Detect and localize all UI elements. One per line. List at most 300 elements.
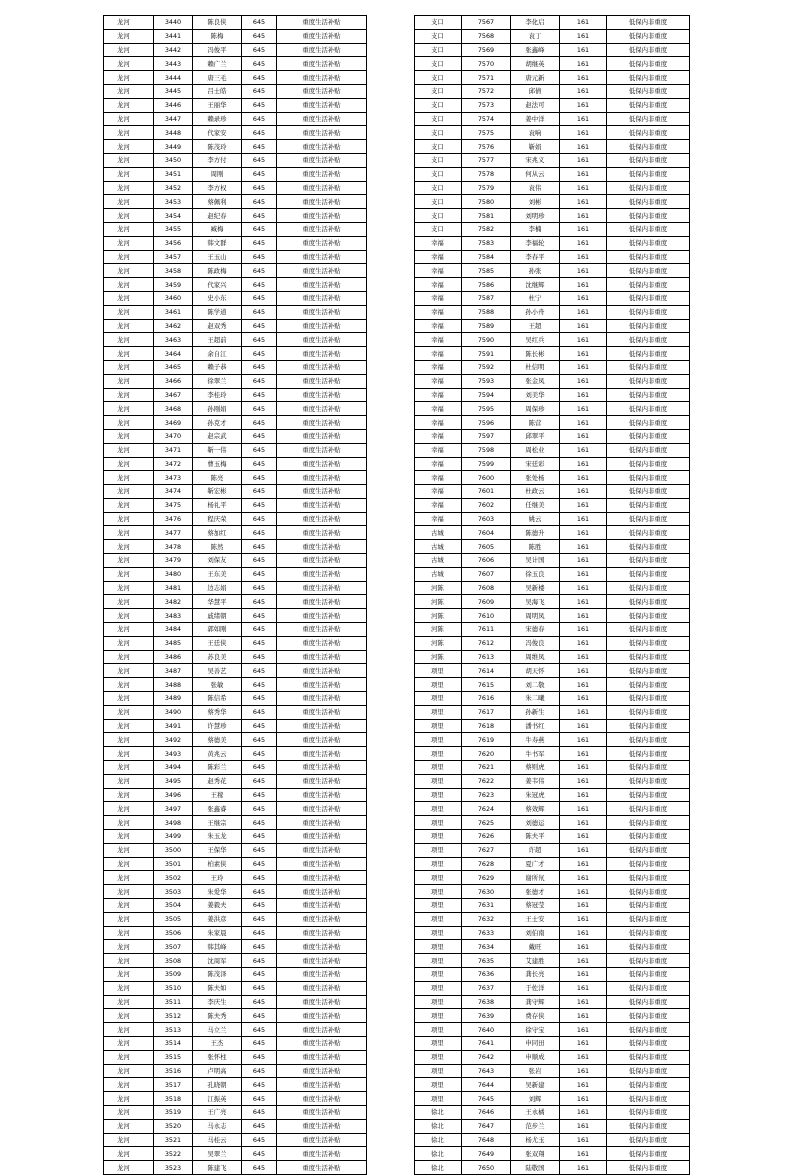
subsidy-type-cell: 重度生活补贴 [277, 1009, 367, 1023]
table-row [415, 333, 690, 347]
table-row [415, 16, 690, 30]
amount-cell: 161 [560, 733, 607, 747]
town-cell: 龙河 [104, 1023, 154, 1037]
amount-cell: 645 [242, 747, 277, 761]
town-cell: 龙河 [104, 912, 154, 926]
amount-cell: 645 [242, 899, 277, 913]
town-cell: 项里 [415, 843, 462, 857]
name-cell: 姜洪彦 [193, 912, 242, 926]
amount-cell: 645 [242, 319, 277, 333]
name-cell: 宋廷彩 [511, 457, 560, 471]
name-cell: 吴红兵 [511, 333, 560, 347]
amount-cell: 161 [560, 457, 607, 471]
name-cell: 姜韦伟 [511, 774, 560, 788]
amount-cell: 645 [242, 843, 277, 857]
table-row [104, 1036, 367, 1050]
serial-number-cell: 7632 [462, 912, 511, 926]
town-cell: 幸福 [415, 374, 462, 388]
serial-number-cell: 7634 [462, 940, 511, 954]
town-cell: 幸福 [415, 250, 462, 264]
town-cell: 河陈 [415, 581, 462, 595]
town-cell: 龙河 [104, 167, 154, 181]
serial-number-cell: 7644 [462, 1078, 511, 1092]
serial-number-cell: 7620 [462, 747, 511, 761]
town-cell: 龙河 [104, 57, 154, 71]
table-row [104, 16, 367, 30]
serial-number-cell: 7603 [462, 512, 511, 526]
amount-cell: 161 [560, 388, 607, 402]
subsidy-type-cell: 重度生活补贴 [277, 305, 367, 319]
town-cell: 龙河 [104, 1119, 154, 1133]
name-cell: 赵纪春 [193, 209, 242, 223]
name-cell: 朱冠虎 [511, 788, 560, 802]
name-cell: 马桂云 [193, 1133, 242, 1147]
town-cell: 龙河 [104, 153, 154, 167]
subsidy-type-cell: 重度生活补贴 [277, 678, 367, 692]
name-cell: 代家兴 [193, 278, 242, 292]
town-cell: 项里 [415, 871, 462, 885]
table-row [415, 1023, 690, 1037]
serial-number-cell: 7570 [462, 57, 511, 71]
amount-cell: 161 [560, 374, 607, 388]
serial-number-cell: 3514 [154, 1036, 193, 1050]
amount-cell: 645 [242, 830, 277, 844]
table-row [415, 1147, 690, 1161]
amount-cell: 645 [242, 1105, 277, 1119]
subsidy-type-cell: 重度生活补贴 [277, 181, 367, 195]
table-row [104, 788, 367, 802]
town-cell: 河陈 [415, 650, 462, 664]
town-cell: 幸福 [415, 471, 462, 485]
table-row [415, 664, 690, 678]
subsidy-type-cell: 重度生活补贴 [277, 692, 367, 706]
subsidy-type-cell: 低保内非重度 [607, 1078, 690, 1092]
subsidy-type-cell: 低保内非重度 [607, 664, 690, 678]
subsidy-type-cell: 低保内非重度 [607, 967, 690, 981]
amount-cell: 161 [560, 912, 607, 926]
town-cell: 项里 [415, 885, 462, 899]
serial-number-cell: 3451 [154, 167, 193, 181]
serial-number-cell: 7568 [462, 29, 511, 43]
serial-number-cell: 3489 [154, 692, 193, 706]
town-cell: 项里 [415, 816, 462, 830]
table-row [104, 333, 367, 347]
name-cell: 刘德运 [511, 816, 560, 830]
amount-cell: 645 [242, 112, 277, 126]
amount-cell: 161 [560, 43, 607, 57]
subsidy-type-cell: 重度生活补贴 [277, 333, 367, 347]
amount-cell: 645 [242, 250, 277, 264]
serial-number-cell: 3500 [154, 843, 193, 857]
table-row [415, 540, 690, 554]
table-row [104, 126, 367, 140]
subsidy-type-cell: 低保内非重度 [607, 305, 690, 319]
amount-cell: 161 [560, 940, 607, 954]
subsidy-type-cell: 低保内非重度 [607, 16, 690, 30]
town-cell: 龙河 [104, 526, 154, 540]
serial-number-cell: 3461 [154, 305, 193, 319]
amount-cell: 645 [242, 761, 277, 775]
serial-number-cell: 7639 [462, 1009, 511, 1023]
name-cell: 唐元新 [511, 71, 560, 85]
name-cell: 张敏 [193, 678, 242, 692]
town-cell: 幸福 [415, 319, 462, 333]
name-cell: 王丽华 [193, 98, 242, 112]
serial-number-cell: 7626 [462, 830, 511, 844]
amount-cell: 645 [242, 1161, 277, 1175]
table-row [104, 940, 367, 954]
town-cell: 龙河 [104, 360, 154, 374]
serial-number-cell: 3468 [154, 402, 193, 416]
name-cell: 杨尤玉 [511, 1133, 560, 1147]
subsidy-type-cell: 低保内非重度 [607, 153, 690, 167]
name-cell: 王杰 [193, 1036, 242, 1050]
subsidy-type-cell: 重度生活补贴 [277, 443, 367, 457]
amount-cell: 645 [242, 623, 277, 637]
name-cell: 陈政梅 [193, 264, 242, 278]
town-cell: 幸福 [415, 347, 462, 361]
table-row [415, 526, 690, 540]
subsidy-type-cell: 重度生活补贴 [277, 29, 367, 43]
name-cell: 唐三毛 [193, 71, 242, 85]
subsidy-type-cell: 低保内非重度 [607, 416, 690, 430]
name-cell: 蔡冠莹 [511, 899, 560, 913]
name-cell: 孙克才 [193, 416, 242, 430]
amount-cell: 161 [560, 816, 607, 830]
amount-cell: 645 [242, 1036, 277, 1050]
serial-number-cell: 7578 [462, 167, 511, 181]
amount-cell: 161 [560, 747, 607, 761]
serial-number-cell: 7579 [462, 181, 511, 195]
amount-cell: 161 [560, 1050, 607, 1064]
town-cell: 龙河 [104, 429, 154, 443]
name-cell: 马永志 [193, 1119, 242, 1133]
table-row [104, 388, 367, 402]
town-cell: 龙河 [104, 967, 154, 981]
name-cell: 赵宗武 [193, 429, 242, 443]
amount-cell: 645 [242, 333, 277, 347]
town-cell: 幸福 [415, 278, 462, 292]
name-cell: 史小东 [193, 291, 242, 305]
serial-number-cell: 3473 [154, 471, 193, 485]
name-cell: 袁丁 [511, 29, 560, 43]
subsidy-type-cell: 低保内非重度 [607, 1133, 690, 1147]
serial-number-cell: 7637 [462, 981, 511, 995]
subsidy-type-cell: 重度生活补贴 [277, 774, 367, 788]
serial-number-cell: 3447 [154, 112, 193, 126]
subsidy-type-cell: 重度生活补贴 [277, 250, 367, 264]
amount-cell: 161 [560, 885, 607, 899]
amount-cell: 161 [560, 264, 607, 278]
name-cell: 陈良侠 [193, 16, 242, 30]
town-cell: 幸福 [415, 416, 462, 430]
name-cell: 刘保友 [193, 554, 242, 568]
subsidy-type-cell: 重度生活补贴 [277, 1064, 367, 1078]
amount-cell: 645 [242, 705, 277, 719]
amount-cell: 645 [242, 140, 277, 154]
table-row [415, 471, 690, 485]
serial-number-cell: 7636 [462, 967, 511, 981]
name-cell: 刘美华 [511, 388, 560, 402]
table-row [104, 319, 367, 333]
town-cell: 龙河 [104, 291, 154, 305]
table-row [104, 402, 367, 416]
name-cell: 卢明高 [193, 1064, 242, 1078]
amount-cell: 161 [560, 1023, 607, 1037]
serial-number-cell: 3467 [154, 388, 193, 402]
town-cell: 龙河 [104, 830, 154, 844]
town-cell: 项里 [415, 857, 462, 871]
subsidy-type-cell: 低保内非重度 [607, 636, 690, 650]
town-cell: 龙河 [104, 567, 154, 581]
amount-cell: 645 [242, 443, 277, 457]
subsidy-type-cell: 重度生活补贴 [277, 98, 367, 112]
table-row [415, 581, 690, 595]
serial-number-cell: 3522 [154, 1147, 193, 1161]
amount-cell: 161 [560, 954, 607, 968]
town-cell: 龙河 [104, 443, 154, 457]
table-row [104, 209, 367, 223]
table-row [415, 705, 690, 719]
amount-cell: 161 [560, 788, 607, 802]
serial-number-cell: 7635 [462, 954, 511, 968]
table-row [104, 1092, 367, 1106]
town-cell: 项里 [415, 747, 462, 761]
subsidy-type-cell: 低保内非重度 [607, 940, 690, 954]
table-row [415, 209, 690, 223]
subsidy-type-cell: 重度生活补贴 [277, 112, 367, 126]
table-row [104, 1078, 367, 1092]
subsidy-type-cell: 低保内非重度 [607, 429, 690, 443]
name-cell: 朱玉龙 [193, 830, 242, 844]
name-cell: 靳娟 [511, 140, 560, 154]
serial-number-cell: 7613 [462, 650, 511, 664]
town-cell: 项里 [415, 1092, 462, 1106]
town-cell: 幸福 [415, 485, 462, 499]
amount-cell: 645 [242, 1119, 277, 1133]
table-row [104, 926, 367, 940]
amount-cell: 645 [242, 305, 277, 319]
name-cell: 陈茂泽 [193, 967, 242, 981]
amount-cell: 645 [242, 222, 277, 236]
table-row [415, 1161, 690, 1175]
serial-number-cell: 3457 [154, 250, 193, 264]
amount-cell: 161 [560, 57, 607, 71]
table-row [104, 1119, 367, 1133]
table-row [104, 512, 367, 526]
town-cell: 项里 [415, 1009, 462, 1023]
table-row [104, 816, 367, 830]
subsidy-type-cell: 重度生活补贴 [277, 899, 367, 913]
town-cell: 龙河 [104, 71, 154, 85]
name-cell: 牛寿燕 [511, 733, 560, 747]
town-cell: 龙河 [104, 374, 154, 388]
name-cell: 周保珍 [511, 402, 560, 416]
table-row [104, 747, 367, 761]
name-cell: 戴旺 [511, 940, 560, 954]
subsidy-type-cell: 重度生活补贴 [277, 43, 367, 57]
name-cell: 陈信希 [193, 692, 242, 706]
serial-number-cell: 7647 [462, 1119, 511, 1133]
name-cell: 陈夫平 [511, 830, 560, 844]
serial-number-cell: 7621 [462, 761, 511, 775]
town-cell: 龙河 [104, 416, 154, 430]
serial-number-cell: 3497 [154, 802, 193, 816]
town-cell: 项里 [415, 995, 462, 1009]
table-row [415, 181, 690, 195]
serial-number-cell: 7573 [462, 98, 511, 112]
serial-number-cell: 3477 [154, 526, 193, 540]
serial-number-cell: 3476 [154, 512, 193, 526]
town-cell: 项里 [415, 926, 462, 940]
name-cell: 苏良美 [193, 650, 242, 664]
serial-number-cell: 7645 [462, 1092, 511, 1106]
subsidy-type-cell: 低保内非重度 [607, 954, 690, 968]
town-cell: 项里 [415, 802, 462, 816]
serial-number-cell: 3519 [154, 1105, 193, 1119]
amount-cell: 161 [560, 609, 607, 623]
table-row [415, 360, 690, 374]
table-row [104, 567, 367, 581]
name-cell: 范步兰 [511, 1119, 560, 1133]
name-cell: 郭如刚 [193, 623, 242, 637]
serial-number-cell: 3499 [154, 830, 193, 844]
town-cell: 幸福 [415, 333, 462, 347]
amount-cell: 645 [242, 98, 277, 112]
amount-cell: 161 [560, 664, 607, 678]
table-row [104, 98, 367, 112]
name-cell: 赵法可 [511, 98, 560, 112]
name-cell: 李福轮 [511, 236, 560, 250]
serial-number-cell: 7610 [462, 609, 511, 623]
town-cell: 龙河 [104, 319, 154, 333]
serial-number-cell: 3464 [154, 347, 193, 361]
town-cell: 龙河 [104, 636, 154, 650]
table-row [104, 498, 367, 512]
subsidy-type-cell: 重度生活补贴 [277, 581, 367, 595]
subsidy-type-cell: 重度生活补贴 [277, 319, 367, 333]
amount-cell: 161 [560, 140, 607, 154]
amount-cell: 161 [560, 1009, 607, 1023]
amount-cell: 161 [560, 195, 607, 209]
table-row [415, 595, 690, 609]
amount-cell: 645 [242, 1092, 277, 1106]
amount-cell: 161 [560, 623, 607, 637]
subsidy-type-cell: 低保内非重度 [607, 112, 690, 126]
town-cell: 龙河 [104, 1064, 154, 1078]
amount-cell: 645 [242, 567, 277, 581]
name-cell: 马立兰 [193, 1023, 242, 1037]
name-cell: 费存侠 [511, 1009, 560, 1023]
serial-number-cell: 7617 [462, 705, 511, 719]
subsidy-type-cell: 重度生活补贴 [277, 747, 367, 761]
serial-number-cell: 7567 [462, 16, 511, 30]
serial-number-cell: 7575 [462, 126, 511, 140]
subsidy-type-cell: 重度生活补贴 [277, 967, 367, 981]
serial-number-cell: 3498 [154, 816, 193, 830]
name-cell: 冯俊良 [511, 636, 560, 650]
subsidy-type-cell: 重度生活补贴 [277, 940, 367, 954]
serial-number-cell: 3484 [154, 623, 193, 637]
name-cell: 吕士皓 [193, 84, 242, 98]
table-row [104, 692, 367, 706]
name-cell: 刘明珍 [511, 209, 560, 223]
serial-number-cell: 7638 [462, 995, 511, 1009]
subsidy-type-cell: 低保内非重度 [607, 264, 690, 278]
serial-number-cell: 3471 [154, 443, 193, 457]
subsidy-type-cell: 重度生活补贴 [277, 167, 367, 181]
table-row [104, 416, 367, 430]
table-row [415, 774, 690, 788]
serial-number-cell: 3481 [154, 581, 193, 595]
subsidy-type-cell: 重度生活补贴 [277, 57, 367, 71]
serial-number-cell: 7607 [462, 567, 511, 581]
amount-cell: 645 [242, 719, 277, 733]
subsidy-type-cell: 低保内非重度 [607, 250, 690, 264]
subsidy-type-cell: 重度生活补贴 [277, 636, 367, 650]
town-cell: 支口 [415, 140, 462, 154]
subsidy-type-cell: 重度生活补贴 [277, 195, 367, 209]
table-row [104, 305, 367, 319]
subsidy-type-cell: 低保内非重度 [607, 816, 690, 830]
amount-cell: 645 [242, 498, 277, 512]
subsidy-type-cell: 低保内非重度 [607, 1023, 690, 1037]
serial-number-cell: 3494 [154, 761, 193, 775]
town-cell: 龙河 [104, 995, 154, 1009]
amount-cell: 645 [242, 595, 277, 609]
amount-cell: 161 [560, 567, 607, 581]
town-cell: 龙河 [104, 84, 154, 98]
subsidy-type-cell: 重度生活补贴 [277, 761, 367, 775]
name-cell: 申同田 [511, 1036, 560, 1050]
serial-number-cell: 3448 [154, 126, 193, 140]
table-row [104, 830, 367, 844]
serial-number-cell: 3516 [154, 1064, 193, 1078]
amount-cell: 161 [560, 84, 607, 98]
town-cell: 龙河 [104, 264, 154, 278]
subsidy-type-cell: 重度生活补贴 [277, 705, 367, 719]
serial-number-cell: 3488 [154, 678, 193, 692]
amount-cell: 645 [242, 540, 277, 554]
table-row [415, 567, 690, 581]
table-row [415, 167, 690, 181]
subsidy-type-cell: 重度生活补贴 [277, 402, 367, 416]
subsidy-type-cell: 重度生活补贴 [277, 1023, 367, 1037]
serial-number-cell: 7586 [462, 278, 511, 292]
name-cell: 何从云 [511, 167, 560, 181]
serial-number-cell: 3443 [154, 57, 193, 71]
amount-cell: 161 [560, 692, 607, 706]
amount-cell: 161 [560, 967, 607, 981]
serial-number-cell: 3508 [154, 954, 193, 968]
subsidy-type-cell: 低保内非重度 [607, 981, 690, 995]
amount-cell: 161 [560, 857, 607, 871]
town-cell: 龙河 [104, 471, 154, 485]
name-cell: 徐守宝 [511, 1023, 560, 1037]
name-cell: 张岩 [511, 1064, 560, 1078]
amount-cell: 645 [242, 360, 277, 374]
serial-number-cell: 3480 [154, 567, 193, 581]
subsidy-type-cell: 低保内非重度 [607, 1036, 690, 1050]
amount-cell: 161 [560, 1119, 607, 1133]
serial-number-cell: 7616 [462, 692, 511, 706]
town-cell: 龙河 [104, 623, 154, 637]
subsidy-type-cell: 低保内非重度 [607, 802, 690, 816]
amount-cell: 645 [242, 167, 277, 181]
table-row [104, 1133, 367, 1147]
town-cell: 支口 [415, 57, 462, 71]
name-cell: 李庆生 [193, 995, 242, 1009]
